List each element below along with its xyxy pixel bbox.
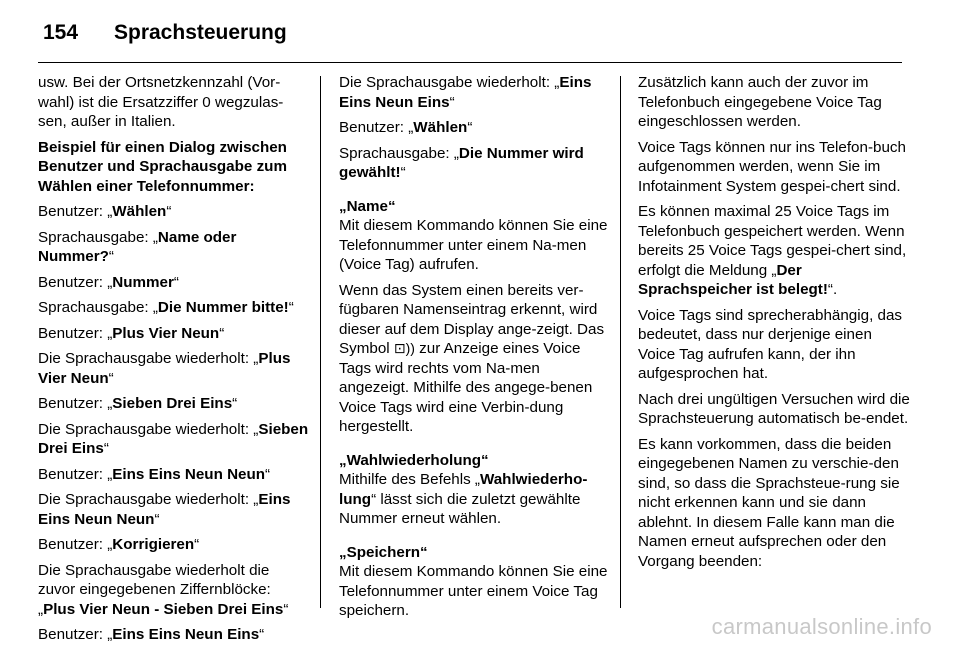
paragraph: Mithilfe des Befehls „Wahlwiederho-lung“ lässt sich die zuletzt gewählte Nummer erneut wählen. <box>339 471 588 527</box>
dialog-line: Benutzer: „Korrigieren“ <box>38 536 200 553</box>
column-3 <box>638 73 910 577</box>
dialog-line: Benutzer: „Wählen“ <box>339 119 473 136</box>
dialog-line: Benutzer: „Eins Eins Neun Eins“ <box>38 626 265 643</box>
dialog-line: Sprachausgabe: „Die Nummer wird gewählt!“ <box>339 144 584 181</box>
paragraph: Wenn das System einen bereits ver-fügbaren Namenseintrag erkennt, wird dieser auf dem Display ange-zeigt. Das Symbol ⊡)) zur Anzeige eines Voice Tags wird rechts vom Na-men angezeigt. Mithilfe des angege-benen Voice Tags wird eine Verbin-dung hergestellt. <box>339 281 605 435</box>
dialog-line: Die Sprachausgabe wiederholt die zuvor eingegebenen Ziffernblöcke: „Plus Vier Neun - Sieben Drei Eins“ <box>38 561 289 618</box>
dialog-line: Die Sprachausgabe wiederholt: „Eins Eins Neun Neun“ <box>38 491 291 528</box>
dialog-line: Benutzer: „Sieben Drei Eins“ <box>38 395 238 412</box>
paragraph: usw. Bei der Ortsnetzkennzahl (Vor-wahl) ist die Ersatzziffer 0 wegzulas-sen, außer in Italien. <box>38 74 284 130</box>
column-divider <box>620 76 621 608</box>
paragraph: Es können maximal 25 Voice Tags im Telefonbuch gespeichert werden. Wenn bereits 25 Voice Tags gespei-chert sind, erfolgt die Meldung „Der Sprachspeicher ist belegt!“. <box>638 203 907 298</box>
paragraph: Mit diesem Kommando können Sie eine Telefonnummer unter einem Voice Tag speichern. <box>339 563 608 619</box>
page-number: 154 <box>43 21 79 44</box>
dialog-line: Benutzer: „Plus Vier Neun“ <box>38 324 225 342</box>
paragraph: Mit diesem Kommando können Sie eine Telefonnummer unter einem Na-men (Voice Tag) aufrufen. <box>339 217 608 273</box>
column-divider <box>320 76 321 608</box>
paragraph: Nach drei ungültigen Versuchen wird die Sprachsteuerung automatisch be-endet. <box>638 390 910 427</box>
column-2 <box>339 73 611 627</box>
dialog-line: Die Sprachausgabe wiederholt: „Sieben Drei Eins“ <box>38 420 309 457</box>
paragraph: Es kann vorkommen, dass die beiden eingegebenen Namen zu verschie-den sind, so dass die Sprachsteue-rung sie nicht erkennen kann und sie dann ablehnt. In diesem Falle kann man die Namen erneut aufsprechen oder den Vorgang beenden: <box>638 435 900 570</box>
section-heading-speichern: „Speichern“ <box>339 543 428 561</box>
dialog-line: Die Sprachausgabe wiederholt: „Plus Vier Neun“ <box>38 350 291 387</box>
section-heading-wahlwiederholung: „Wahlwiederholung“ <box>339 451 489 469</box>
dialog-line: Die Sprachausgabe wiederholt: „Eins Eins Neun Eins“ <box>339 74 592 111</box>
dialog-line: Benutzer: „Nummer“ <box>38 273 179 291</box>
voice-tag-icon: ⊡)) <box>393 340 415 356</box>
header-rule <box>38 62 902 63</box>
page-header <box>43 19 287 47</box>
dialog-line: Sprachausgabe: „Die Nummer bitte!“ <box>38 299 294 316</box>
paragraph: Voice Tags sind sprecherabhängig, das bedeutet, dass nur derjenige einen Voice Tag aufrufen kann, der ihn aufgesprochen hat. <box>638 306 902 382</box>
dialog-line: Benutzer: „Eins Eins Neun Neun“ <box>38 465 271 483</box>
watermark: carmanualsonline.info <box>711 614 932 639</box>
paragraph: Zusätzlich kann auch der zuvor im Telefonbuch eingegebene Voice Tag eingeschlossen werden. <box>638 74 882 130</box>
paragraph: Voice Tags können nur ins Telefon-buch aufgenommen werden, wenn Sie im Infotainment System gespei-chert sind. <box>638 138 906 195</box>
section-heading-name: „Name“ <box>339 197 396 215</box>
section-heading: Beispiel für einen Dialog zwischen Benutzer und Sprachausgabe zum Wählen einer Telefonnummer: <box>38 138 287 195</box>
dialog-line: Sprachausgabe: „Name oder Nummer?“ <box>38 228 237 265</box>
dialog-line: Benutzer: „Wählen“ <box>38 203 172 220</box>
column-1 <box>38 73 310 651</box>
page-title: Sprachsteuerung <box>114 21 287 44</box>
